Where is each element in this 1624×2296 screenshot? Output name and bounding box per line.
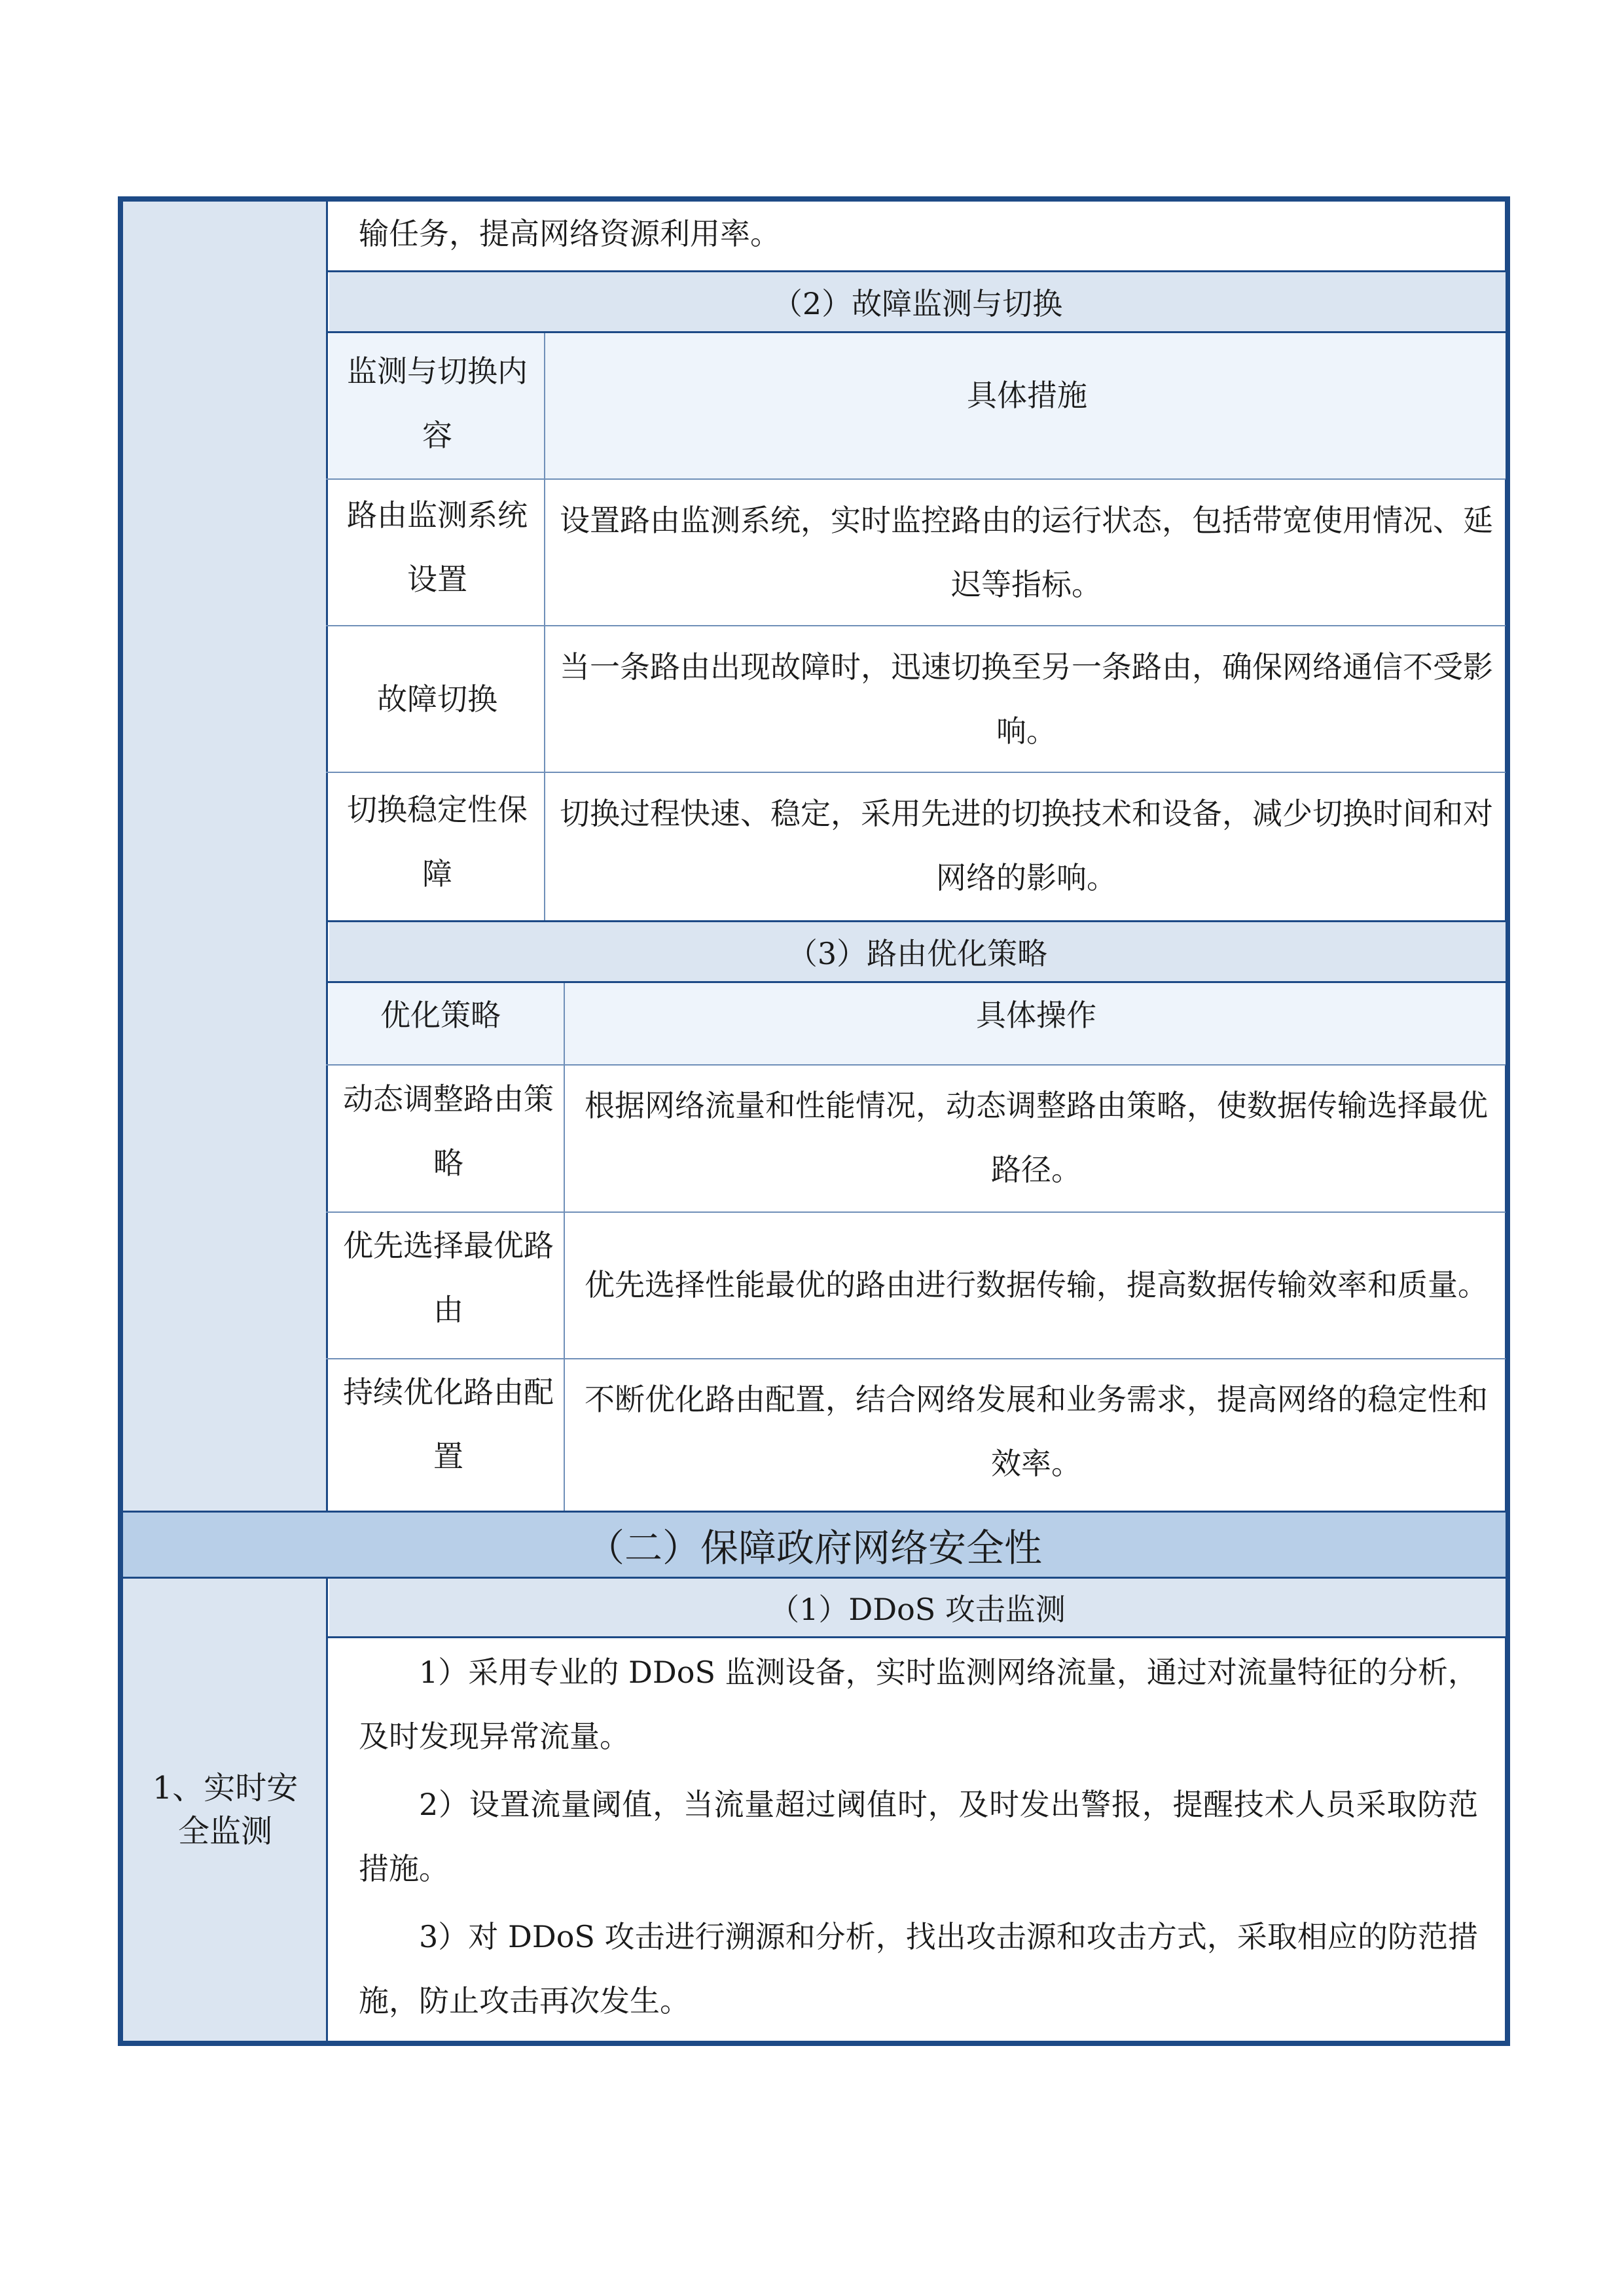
ddos-paragraph-3: 3）对 DDoS 攻击进行溯源和分析，找出攻击源和攻击方式，采取相应的防范措施，防止攻击再次发生。 bbox=[359, 1919, 1478, 2018]
rule bbox=[326, 1358, 1506, 1359]
rule bbox=[326, 625, 1506, 626]
optimization-row-2-item: 优先选择最优路由 bbox=[343, 1228, 554, 1327]
failover-title: （2）故障监测与切换 bbox=[329, 272, 1506, 331]
failover-row-1-desc: 设置路由监测系统，实时监控路由的运行状态，包括带宽使用情况、延迟等指标。 bbox=[560, 503, 1493, 602]
failover-col-divider bbox=[544, 333, 545, 920]
realtime-security-label: 1、实时安全监测 bbox=[152, 1770, 298, 1850]
rule bbox=[326, 478, 1506, 480]
rule bbox=[123, 1511, 1506, 1513]
optimization-col-divider bbox=[564, 983, 565, 1511]
rule bbox=[326, 1211, 1506, 1213]
rule bbox=[326, 920, 1506, 922]
optimization-row-1-desc: 根据网络流量和性能情况，动态调整路由策略，使数据传输选择最优路径。 bbox=[585, 1088, 1488, 1187]
failover-row-3-item: 切换稳定性保障 bbox=[347, 792, 528, 891]
optimization-row-1-item: 动态调整路由策略 bbox=[343, 1081, 554, 1181]
optimization-row-2-desc: 优先选择性能最优的路由进行数据传输，提高数据传输效率和质量。 bbox=[585, 1267, 1488, 1302]
left-column-top bbox=[123, 202, 327, 1511]
document-table bbox=[118, 196, 1510, 2046]
rule bbox=[123, 1577, 1506, 1579]
failover-row-3-desc: 切换过程快速、稳定，采用先进的切换技术和设备，减少切换时间和对网络的影响。 bbox=[560, 796, 1493, 895]
ddos-title: （1）DDoS 攻击监测 bbox=[329, 1579, 1506, 1636]
optimization-row-3-item: 持续优化路由配置 bbox=[343, 1374, 554, 1474]
section-2-title: （二）保障政府网络安全性 bbox=[123, 1513, 1506, 1577]
optimization-row-3-desc: 不断优化路由配置，结合网络发展和业务需求，提高网络的稳定性和效率。 bbox=[585, 1382, 1488, 1481]
ddos-paragraph-1: 1）采用专业的 DDoS 监测设备，实时监测网络流量，通过对流量特征的分析，及时发现异常流量。 bbox=[359, 1655, 1478, 1754]
rule bbox=[326, 331, 1506, 333]
rule bbox=[326, 1636, 1506, 1638]
failover-row-1-item: 路由监测系统设置 bbox=[347, 497, 528, 597]
rule bbox=[326, 981, 1506, 983]
optimization-col1-header: 优化策略 bbox=[380, 997, 501, 1033]
rule bbox=[326, 270, 1506, 272]
optimization-col2-header: 具体操作 bbox=[976, 997, 1096, 1033]
failover-row-2-item: 故障切换 bbox=[377, 681, 497, 717]
failover-row-2-desc: 当一条路由出现故障时，迅速切换至另一条路由，确保网络通信不受影响。 bbox=[560, 649, 1493, 749]
rule bbox=[326, 1064, 1506, 1066]
left-divider-bottom bbox=[326, 1577, 328, 2041]
left-divider-top bbox=[326, 202, 328, 1513]
ddos-paragraphs bbox=[359, 1640, 1478, 2033]
rule bbox=[326, 772, 1506, 773]
failover-col2-header: 具体措施 bbox=[967, 378, 1087, 413]
failover-col1-header: 监测与切换内容 bbox=[347, 353, 528, 453]
optimization-title: （3）路由优化策略 bbox=[329, 922, 1506, 981]
ddos-paragraph-2: 2）设置流量阈值，当流量超过阈值时，及时发出警报，提醒技术人员采取防范措施。 bbox=[359, 1787, 1478, 1886]
continued-text: 输任务，提高网络资源利用率。 bbox=[359, 216, 780, 251]
